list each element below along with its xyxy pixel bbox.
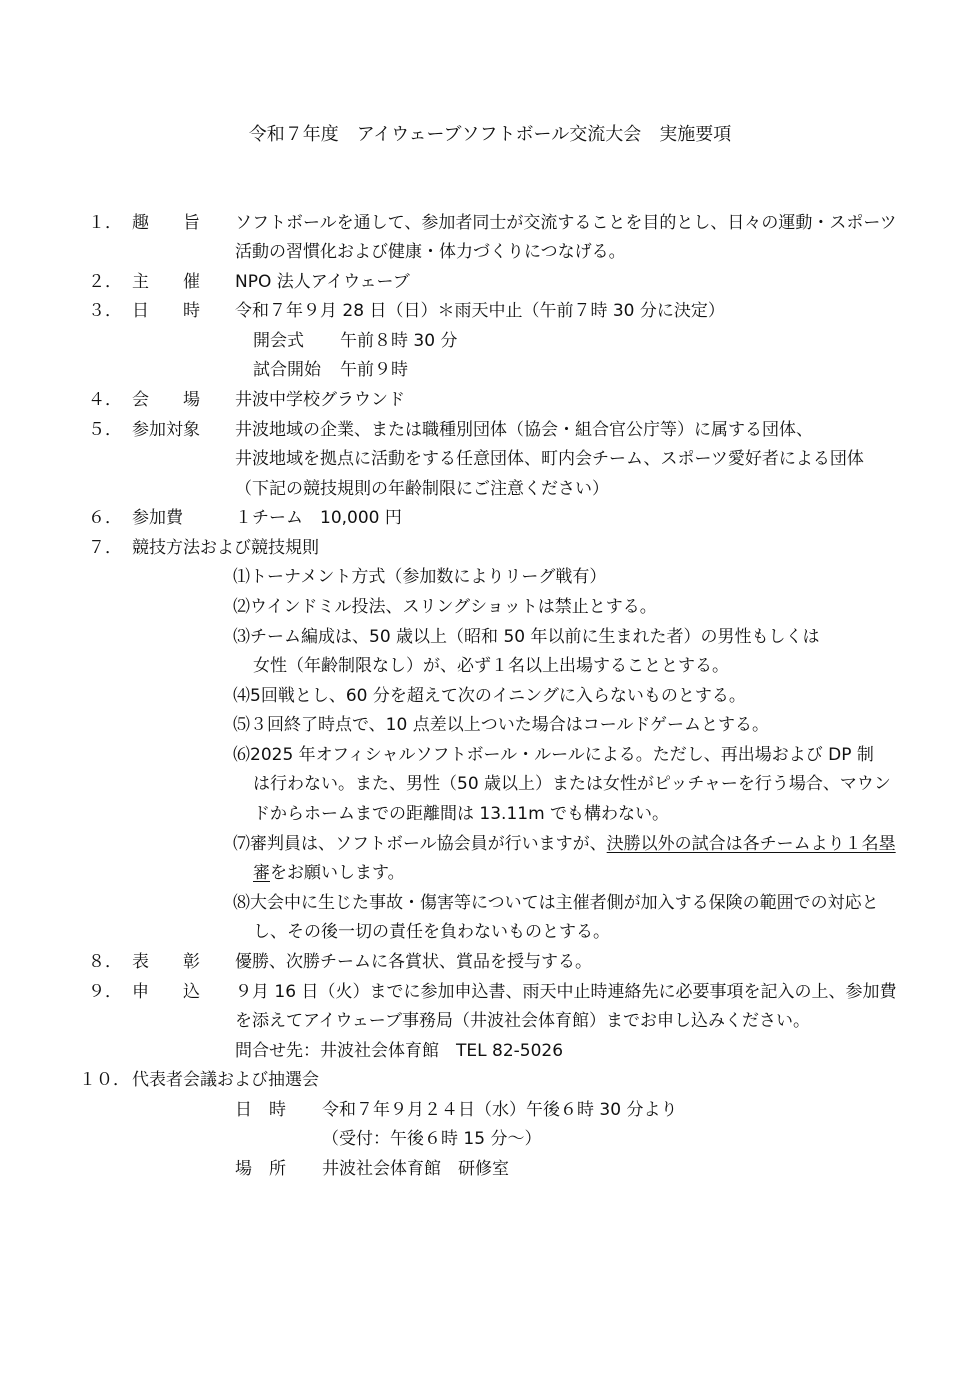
rule-8-line-1: ⑻大会中に生じた事故・傷害等については主催者側が加入する保険の範囲での対応と xyxy=(233,893,879,913)
awards-text: 優勝、次勝チームに各賞状、賞品を授与する。 xyxy=(235,952,592,972)
section-label-fee: 参加費 xyxy=(132,508,183,528)
organizer-text: NPO 法人アイウェーブ xyxy=(235,272,410,292)
section-label-organizer: 主 催 xyxy=(132,272,200,292)
rule-7-text: ⑺審判員は、ソフトボール協会員が行いますが、 xyxy=(233,834,607,854)
rule-1: ⑴トーナメント方式（参加数によりリーグ戦有） xyxy=(233,567,607,587)
rule-8-line-2: し、その後一切の責任を負わないものとする。 xyxy=(253,922,610,942)
section-number-2: ２． xyxy=(88,272,122,292)
section-label-application: 申 込 xyxy=(132,982,200,1002)
meeting-reception-text: （受付：午後６時 15 分～） xyxy=(322,1129,542,1149)
meeting-time-label: 日 時 xyxy=(235,1100,286,1120)
opening-ceremony-label: 開会式 xyxy=(253,331,304,351)
rule-7-underlined-text: 決勝以外の試合は各チームより１名塁 xyxy=(606,834,896,854)
rule-7-line-1 xyxy=(233,833,896,855)
section-label-purpose: 趣 旨 xyxy=(132,213,200,233)
section-label-datetime: 日 時 xyxy=(132,301,200,321)
rule-7-line-2 xyxy=(253,862,405,884)
rule-6-line-1: ⑹2025 年オフィシャルソフトボール・ルールによる。ただし、再出場および DP 制 xyxy=(233,745,874,765)
application-line-2: を添えてアイウェーブ事務局（井波社会体育館）までお申し込みください。 xyxy=(235,1011,810,1031)
purpose-line-2: 活動の習慣化および健康・体力づくりにつなげる。 xyxy=(235,242,626,262)
section-number-3: ３． xyxy=(88,301,122,321)
meeting-time-text: 令和７年９月２４日（水）午後６時 30 分より xyxy=(322,1100,678,1120)
rule-6-line-3: ドからホームまでの距離間は 13.11m でも構わない。 xyxy=(253,804,670,824)
opening-ceremony-time: 午前８時 30 分 xyxy=(340,331,458,351)
page-title: 令和７年度 アイウェーブソフトボール交流大会 実施要項 xyxy=(248,124,732,145)
contact-info: 問合せ先：井波社会体育館 TEL 82-5026 xyxy=(235,1041,564,1061)
meeting-place-text: 井波社会体育館 研修室 xyxy=(322,1159,509,1179)
section-number-1: １． xyxy=(88,213,122,233)
rule-5: ⑸３回終了時点で、10 点差以上ついた場合はコールドゲームとする。 xyxy=(233,715,770,735)
section-number-4: ４． xyxy=(88,390,122,410)
game-start-time: 午前９時 xyxy=(340,360,408,380)
rule-3-line-2: 女性（年齢制限なし）が、必ず１名以上出場することとする。 xyxy=(253,656,729,676)
rule-4: ⑷5回戦とし、60 分を超えて次のイニングに入らないものとする。 xyxy=(233,686,746,706)
rule-7-text-continued: をお願いします。 xyxy=(270,863,405,883)
section-label-awards: 表 彰 xyxy=(132,952,200,972)
section-number-6: ６． xyxy=(88,508,122,528)
purpose-line-1: ソフトボールを通して、参加者同士が交流することを目的とし、日々の運動・スポーツ xyxy=(235,213,897,233)
fee-text: １チーム 10,000 円 xyxy=(235,508,402,528)
section-label-eligibility: 参加対象 xyxy=(132,420,200,440)
section-label-venue: 会 場 xyxy=(132,390,200,410)
application-line-1: ９月 16 日（火）までに参加申込書、雨天中止時連絡先に必要事項を記入の上、参加費 xyxy=(235,982,897,1002)
rule-3-line-1: ⑶チーム編成は、50 歳以上（昭和 50 年以前に生まれた者）の男性もしくは xyxy=(233,627,820,647)
eligibility-line-3: （下記の競技規則の年齢制限にご注意ください） xyxy=(235,479,609,499)
game-start-label: 試合開始 xyxy=(253,360,321,380)
section-label-rules: 競技方法および競技規則 xyxy=(132,538,319,558)
section-number-10: １０． xyxy=(79,1070,130,1090)
eligibility-line-1: 井波地域の企業、または職種別団体（協会・組合官公庁等）に属する団体、 xyxy=(235,420,813,440)
meeting-place-label: 場 所 xyxy=(235,1159,286,1179)
rule-2: ⑵ウインドミル投法、スリングショットは禁止とする。 xyxy=(233,597,657,617)
rule-6-line-2: は行わない。また、男性（50 歳以上）または女性がピッチャーを行う場合、マウン xyxy=(253,774,891,794)
venue-text: 井波中学校グラウンド xyxy=(235,390,405,410)
datetime-text: 令和７年９月 28 日（日）＊雨天中止（午前７時 30 分に決定） xyxy=(235,301,725,321)
rule-7-underlined-continued: 審 xyxy=(253,863,270,883)
section-label-meeting: 代表者会議および抽選会 xyxy=(132,1070,319,1090)
section-number-9: ９． xyxy=(88,982,122,1002)
section-number-8: ８． xyxy=(88,952,122,972)
section-number-7: ７． xyxy=(88,538,122,558)
section-number-5: ５． xyxy=(88,420,122,440)
eligibility-line-2: 井波地域を拠点に活動をする任意団体、町内会チーム、スポーツ愛好者による団体 xyxy=(235,449,864,469)
